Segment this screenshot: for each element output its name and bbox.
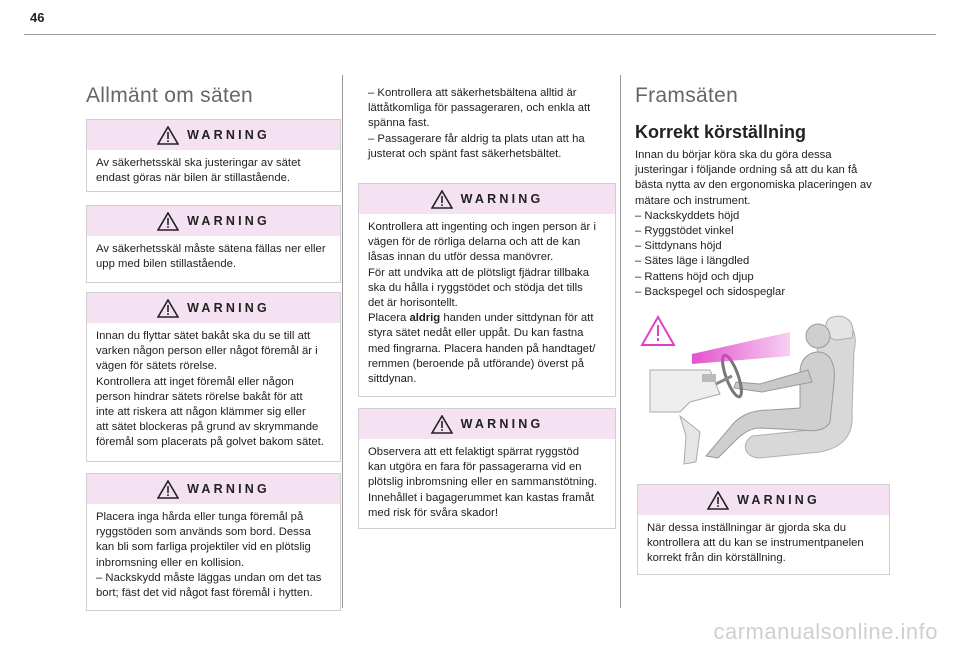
text-line bbox=[368, 311, 606, 326]
text-line: bort; fäst det vid något fast föremål i hytten. bbox=[96, 587, 313, 600]
text-line: – Nackskydd måste läggas undan om det tas bbox=[96, 571, 322, 584]
text-line: vägen för sätets rörelse. bbox=[96, 360, 218, 373]
warning-label: WARNING bbox=[187, 128, 270, 142]
warning-header bbox=[87, 293, 340, 323]
page-number: 46 bbox=[30, 10, 45, 25]
text-line: låsas innan du utför dessa manövrer. bbox=[368, 251, 554, 264]
driver-seating-illustration bbox=[640, 312, 880, 474]
warning-header bbox=[87, 120, 340, 150]
text-line: föremål som placerats på golvet bakom sätet. bbox=[96, 436, 324, 449]
text-line: plötslig inbromsning eller en sammanstötning. bbox=[368, 476, 598, 489]
text-line: – Sittdynans höjd bbox=[635, 240, 722, 253]
text-line: sittdynan. bbox=[368, 373, 417, 386]
text-line: remmen (beroende på utförande) överst på bbox=[368, 357, 585, 370]
warning-triangle-icon bbox=[431, 415, 453, 434]
text-line: – Kontrollera att säkerhetsbältena alltid är bbox=[368, 87, 577, 99]
text-line: Innan du flyttar sätet bakåt ska du se till att bbox=[96, 330, 311, 342]
warning-triangle-icon bbox=[157, 480, 179, 499]
warning-box-1 bbox=[86, 119, 341, 192]
warning-header bbox=[87, 206, 340, 236]
text-line: – Sätes läge i längdled bbox=[635, 255, 750, 268]
text-line: justeringar i följande ordning så att du kan få bbox=[635, 164, 858, 177]
text-fragment: handen under sittdynan för att bbox=[440, 312, 594, 325]
text-line: ska du hålla i ryggstödet och stödja det tills bbox=[368, 281, 583, 294]
text-line: kan utgöra en fara för passagerarna vid en bbox=[368, 461, 582, 474]
text-line: När dessa inställningar är gjorda ska du bbox=[647, 522, 847, 534]
warning-header bbox=[87, 474, 340, 504]
warning-label: WARNING bbox=[187, 214, 270, 228]
text-line: Innehållet i bagagerummet kan kastas framåt bbox=[368, 491, 595, 504]
text-line: med fingrarna. Placera handen på handtaget/ bbox=[368, 342, 596, 355]
text-line: med risk för svåra skador! bbox=[368, 506, 498, 519]
warning-text bbox=[359, 214, 615, 395]
subsection-title-driving-position: Korrekt körställning bbox=[635, 122, 807, 142]
warning-header bbox=[359, 409, 615, 439]
warning-box-6 bbox=[358, 408, 616, 529]
text-line: Av säkerhetsskäl måste sätena fällas ner eller bbox=[96, 243, 326, 255]
warning-triangle-icon bbox=[157, 299, 179, 318]
warning-header bbox=[638, 485, 889, 515]
warning-triangle-icon bbox=[707, 491, 729, 510]
warning-box-5 bbox=[358, 183, 616, 397]
driving-position-instructions bbox=[635, 148, 895, 300]
text-line: inte att riskera att någon klämmer sig eller bbox=[96, 406, 306, 419]
warning-box-2 bbox=[86, 205, 341, 283]
warning-label: WARNING bbox=[187, 301, 270, 315]
text-line: – Ryggstödet vinkel bbox=[635, 225, 734, 238]
text-line: kan bli som farliga projektiler vid en plötslig bbox=[96, 541, 311, 554]
warning-label: WARNING bbox=[737, 493, 820, 507]
text-line: korrekt från din körställning. bbox=[647, 552, 786, 565]
top-divider bbox=[24, 34, 936, 35]
warning-label: WARNING bbox=[187, 482, 270, 496]
text-line: För att undvika att de plötsligt fjädrar tillbaka bbox=[368, 266, 590, 279]
text-line: – Nackskyddets höjd bbox=[635, 209, 740, 222]
text-line: spänna fast. bbox=[368, 117, 430, 130]
text-line: Observera att ett felaktigt spärrat ryggstöd bbox=[368, 446, 579, 458]
text-line: – Backspegel och sidospeglar bbox=[635, 285, 786, 298]
warning-header bbox=[359, 184, 615, 214]
text-line: det är horisontellt. bbox=[368, 297, 458, 310]
warning-text bbox=[638, 515, 889, 575]
text-line: lättåtkomliga för passageraren, och enkla att bbox=[368, 102, 591, 115]
text-line: Kontrollera att ingenting och ingen person är i bbox=[368, 221, 596, 233]
section-title-front-seats: Framsäten bbox=[635, 84, 739, 107]
warning-box-4 bbox=[86, 473, 341, 611]
column-divider-1 bbox=[342, 75, 343, 608]
warning-text bbox=[87, 323, 340, 459]
text-line: styra sätet nedåt eller uppåt. Du kan fastna bbox=[368, 327, 584, 340]
warning-text bbox=[87, 504, 340, 609]
text-line: – Rattens höjd och djup bbox=[635, 270, 754, 283]
text-line: vägen för de rörliga delarna och att de kan bbox=[368, 236, 581, 249]
text-line: inbromsning eller en kollision. bbox=[96, 556, 245, 569]
text-line: kontrollera att du kan se instrumentpanelen bbox=[647, 537, 864, 550]
text-line: Innan du börjar köra ska du göra dessa bbox=[635, 149, 832, 161]
warning-triangle-icon bbox=[157, 126, 179, 145]
text-line: mätare och instrument. bbox=[635, 194, 751, 207]
warning-box-3 bbox=[86, 292, 341, 462]
warning-text bbox=[87, 236, 340, 280]
text-line: justerat och spänt fast säkerhetsbältet. bbox=[368, 147, 562, 160]
text-line: – Passagerare får aldrig ta plats utan att ha bbox=[368, 132, 585, 145]
column-divider-2 bbox=[620, 75, 621, 608]
text-line: varken någon person eller något föremål är i bbox=[96, 345, 318, 358]
warning-triangle-icon bbox=[431, 190, 453, 209]
emphasis-never: aldrig bbox=[409, 312, 441, 325]
text-line: Placera inga hårda eller tunga föremål på bbox=[96, 511, 304, 523]
warning-text bbox=[87, 150, 340, 194]
text-line: ryggstöden som används som bord. Dessa bbox=[96, 526, 311, 539]
text-line: Kontrollera att inget föremål eller någon bbox=[96, 375, 294, 388]
text-line: bästa nytta av den ergonomiska placeringen av bbox=[635, 179, 872, 192]
text-line: person hindrar sätets rörelse bakåt för att bbox=[96, 390, 303, 403]
warning-triangle-icon bbox=[157, 212, 179, 231]
text-line: upp med bilen stillastående. bbox=[96, 258, 237, 271]
warning-box-7 bbox=[637, 484, 890, 575]
text-line: endast göras när bilen är stillastående. bbox=[96, 172, 291, 185]
section-title-general: Allmänt om säten bbox=[86, 84, 254, 107]
warning-label: WARNING bbox=[460, 192, 544, 206]
warning-label: WARNING bbox=[460, 417, 544, 431]
seatbelt-instructions bbox=[368, 86, 618, 162]
warning-text bbox=[359, 439, 615, 529]
text-line: Av säkerhetsskäl ska justeringar av sätet bbox=[96, 157, 301, 169]
text-fragment: Placera bbox=[368, 312, 410, 325]
text-line: att sätet blockeras på grund av skrymmande bbox=[96, 421, 319, 434]
watermark: carmanualsonline.info bbox=[713, 619, 938, 644]
